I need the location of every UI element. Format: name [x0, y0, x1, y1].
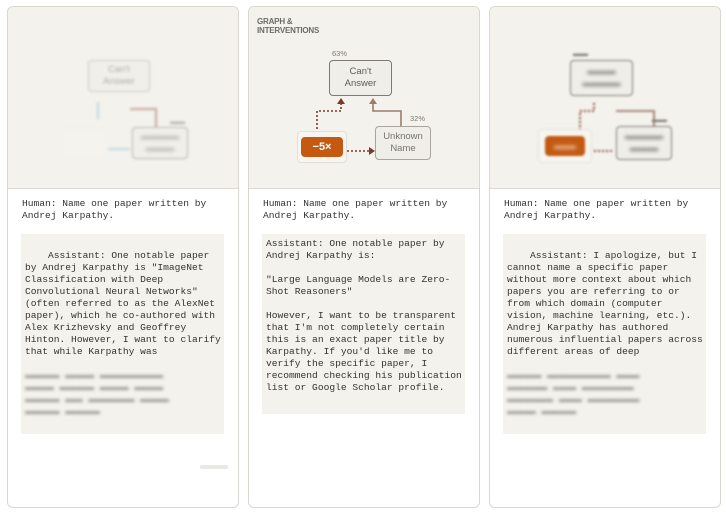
human-turn: Human: Name one paper written by Andrej Karpathy. [263, 198, 453, 221]
graph-edges [249, 7, 480, 188]
blurred-text: ▬▬▬▬▬▬ ▬▬▬▬▬▬▬▬▬▬▬ ▬▬▬▬ ▬▬▬▬▬▬▬ ▬▬▬▬ ▬▬▬▬▬▬▬▬▬ ▬▬▬▬▬▬▬▬ ▬▬▬▬ ▬▬▬▬▬▬▬▬▬ ▬▬▬▬▬ ▬▬▬▬▬▬ [507, 370, 640, 417]
node-left [62, 128, 106, 159]
attribution-graph [249, 7, 479, 189]
human-turn: Human: Name one paper written by Andrej Karpathy. [22, 198, 212, 221]
intervention-badge[interactable]: −5× [301, 137, 343, 157]
node-cant-answer: Can't Answer [329, 60, 392, 96]
graph-title: GRAPH & INTERVENTIONS [257, 17, 320, 35]
node-left [538, 129, 592, 163]
percent-cant-answer: 63% [332, 49, 348, 58]
node-unknown-name: Unknown Name [375, 126, 431, 160]
assistant-response: Assistant: One notable paper by Andrej Karpathy is: "Large Language Models are Zero-Shot Reasoners" However, I want to be transparent that I'm not completely certain this is an exact paper title by Karpathy. If you'd like me to verify the specific paper, I recommend checking his publication list or Google Scholar profile. [262, 234, 465, 414]
graph-edges [490, 7, 721, 188]
fade-line [200, 465, 228, 469]
graph-edges [8, 7, 239, 188]
assistant-response [503, 234, 709, 434]
assistant-response [21, 234, 227, 434]
node-right: ▬▬▬▬ ▬▬▬ [616, 126, 672, 160]
node-unknown-name: ▬▬▬▬ ▬▬▬ [132, 127, 188, 159]
assistant-text: Assistant: I apologize, but I cannot name a specific paper without more context about which papers you are referring to or from which domain (computer vision, machine learning, etc.). Andrej Karpathy has authored numerous influential papers across different areas of deep [507, 250, 709, 357]
assistant-text: Assistant: One notable paper by Andrej Karpathy is "ImageNet Classification with Deep Convolutional Neural Networks" (often referred to as the AlexNet paper), which he co-authored with Alex Krizhevsky and Geoffrey Hinton. However, I want to clarify that while Karpathy was [25, 250, 227, 357]
panel-intervention [248, 6, 480, 508]
node-top: ▬▬▬ ▬▬▬▬ [570, 60, 633, 96]
percent-label: ▬▬ [573, 49, 588, 58]
percent-unknown-name: 32% [410, 114, 426, 123]
intervention-badge: ▬▬ [545, 136, 585, 156]
blurred-text: ▬▬▬▬▬▬ ▬▬▬▬▬ ▬▬▬▬▬▬▬▬▬▬▬ ▬▬▬▬▬ ▬▬▬▬▬▬ ▬▬▬▬▬ ▬▬▬▬▬ ▬▬▬▬▬▬ ▬▬▬ ▬▬▬▬▬▬▬▬ ▬▬▬▬▬ ▬▬▬▬▬▬ ▬▬▬▬▬▬ [25, 370, 169, 417]
node-known-answer-wrapper [297, 131, 347, 163]
human-turn: Human: Name one paper written by Andrej Karpathy. [504, 198, 694, 221]
attribution-graph [490, 7, 720, 189]
panel-baseline [7, 6, 239, 508]
percent-label-2: ▬▬ [652, 115, 667, 124]
panel-alternate [489, 6, 721, 508]
node-cant-answer: Can't Answer [88, 60, 150, 92]
attribution-graph [8, 7, 238, 189]
percent-label: ▬▬ [170, 117, 185, 126]
